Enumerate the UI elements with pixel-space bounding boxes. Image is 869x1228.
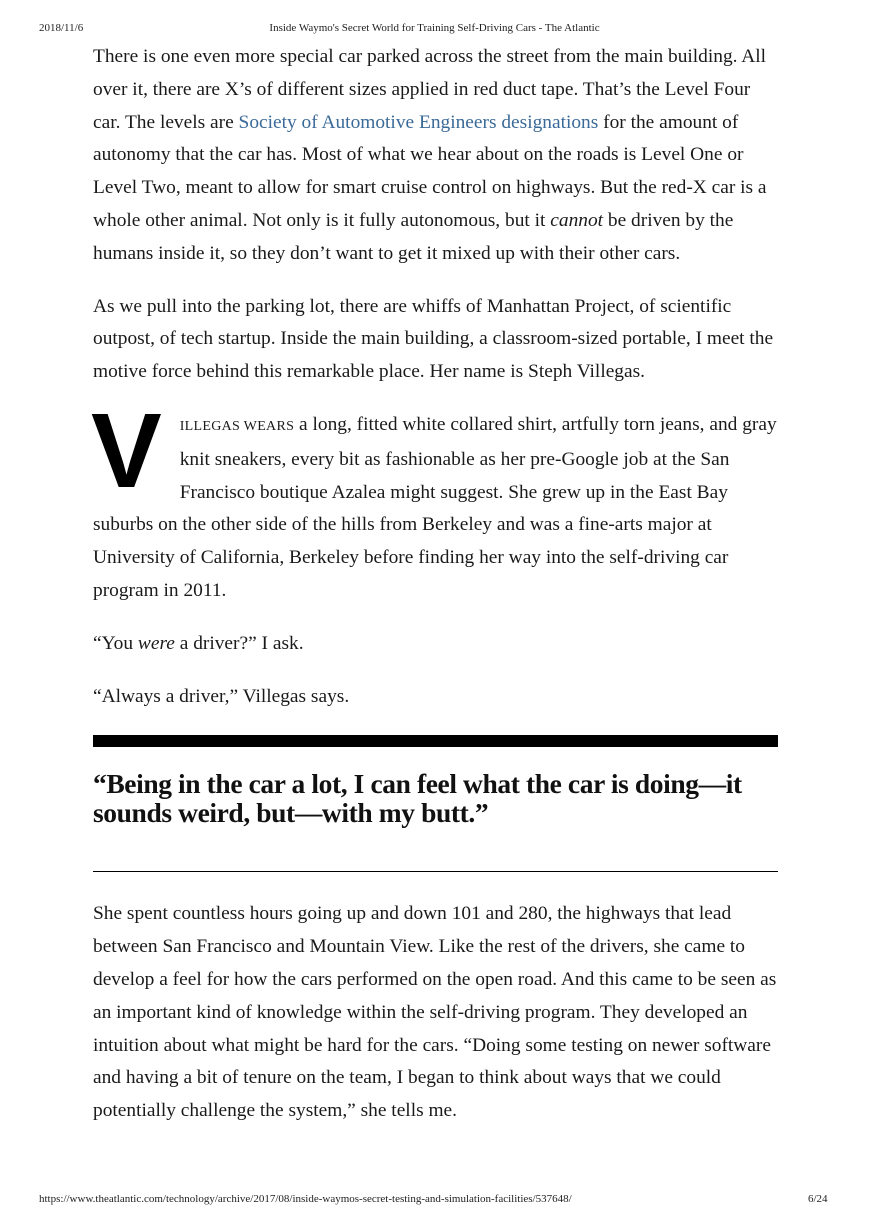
page-number: 6/24 (808, 1193, 828, 1205)
paragraph-answer: “Always a driver,” Villegas says. (93, 685, 350, 707)
smallcaps-lead: ILLEGAS WEARS (179, 418, 295, 434)
print-url: https://www.theatlantic.com/technology/archive/2017/08/inside-waymos-secret-testing-and-simulation-facilities/537648/ (39, 1193, 572, 1205)
paragraph-villegas-intro: V ILLEGAS WEARS a long, fitted white collared shirt, artfully torn jeans, and gray knit sneakers, every bit as fashionable as her pre-Google job at the San Francisco boutique Azalea might suggest. She grew up in the East Bay suburbs on the other side of the hills from Berkeley and was a fine-arts major at University of California, Berkeley before finding her way into the self-driving car program in 2011. (91, 391, 777, 601)
print-footer (0, 1193, 869, 1207)
pull-quote (93, 735, 778, 872)
drop-cap: V (91, 391, 162, 510)
article-body (93, 41, 778, 1148)
pull-quote-text: “Being in the car a lot, I can feel what the car is doing—it sounds weird, but—with my butt.” (93, 768, 742, 829)
print-title: Inside Waymo's Secret World for Training Self-Driving Cars - The Atlantic (269, 22, 600, 34)
sae-designations-link[interactable]: Society of Automotive Engineers designations (238, 111, 599, 133)
print-header (0, 22, 869, 36)
paragraph-parking-lot: As we pull into the parking lot, there are whiffs of Manhattan Project, of scientific outpost, of tech startup. Inside the main building, a classroom-sized portable, I meet the motive force behind this remarkable place. Her name is Steph Villegas. (93, 295, 774, 383)
paragraph-highways: She spent countless hours going up and down 101 and 280, the highways that lead between San Francisco and Mountain View. Like the rest of the drivers, she came to develop a feel for how the cars performed on the open road. And this came to be seen as an important kind of knowledge within the self-driving program. They developed an intuition about what might be hard for the cars. “Doing some testing on newer software and having a bit of tenure on the team, I began to think about ways that we could potentially challenge the system,” she tells me. (93, 903, 777, 1122)
print-date: 2018/11/6 (39, 22, 84, 34)
paragraph-question: “You were a driver?” I ask. (93, 632, 304, 654)
paragraph-level-four-car: There is one even more special car parked across the street from the main building. All over it, there are X’s of different sizes applied in red duct tape. That’s the Level Four car. The levels are Society of Automotive Engineers designations for the amount of autonomy that the car has. Most of what we hear about on the roads is Level One or Level Two, meant to allow for smart cruise control on highways. But the red-X car is a whole other animal. Not only is it fully autonomous, but it cannot be driven by the humans inside it, so they don’t want to get it mixed up with their other cars. (93, 46, 767, 264)
